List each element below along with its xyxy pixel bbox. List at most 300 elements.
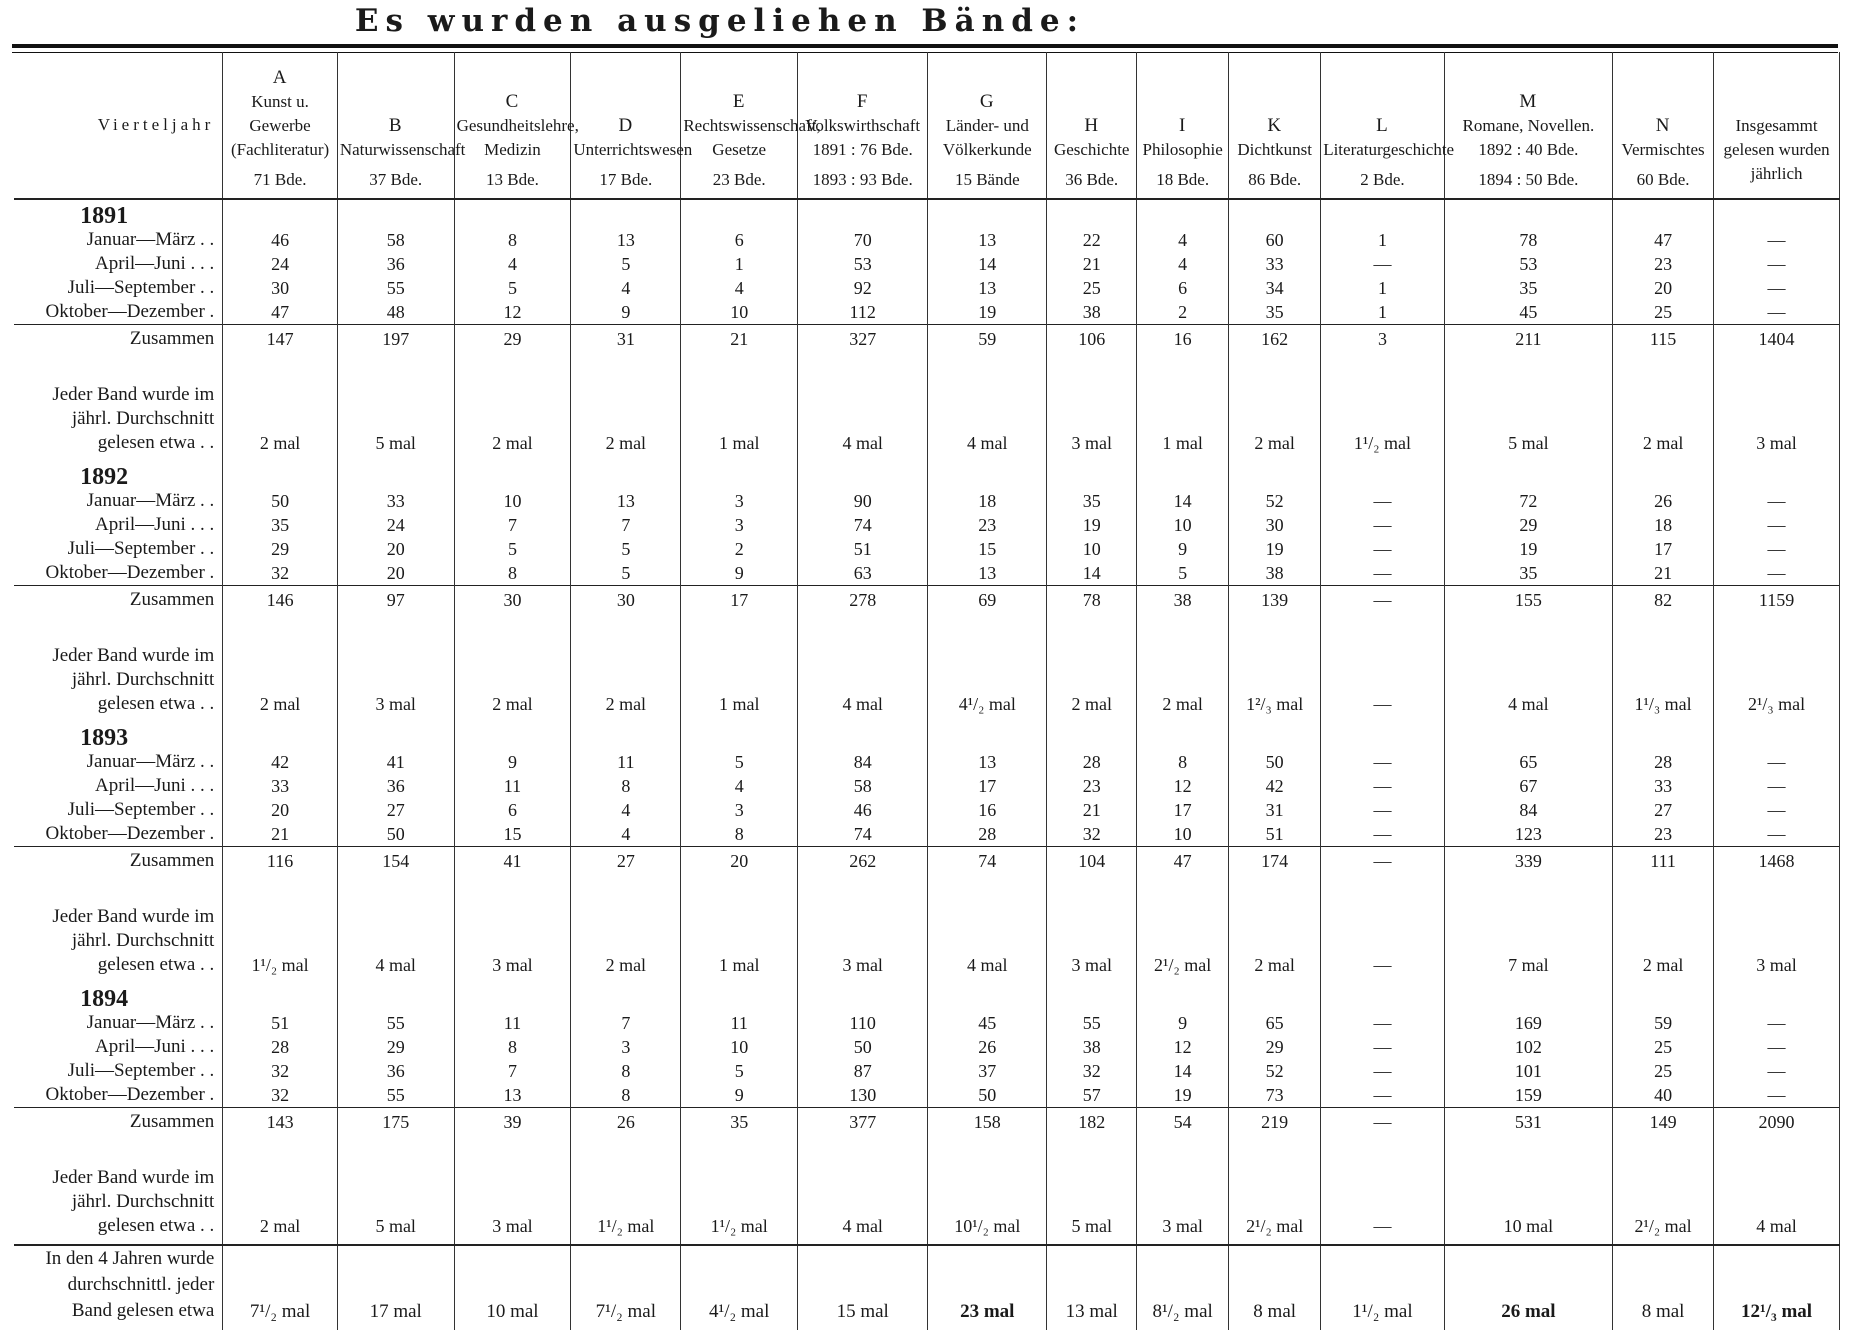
total-value: 143 — [223, 1108, 338, 1139]
column-header — [1714, 52, 1840, 199]
quarter-value: — — [1321, 513, 1444, 537]
quarter-value: 1 — [1321, 300, 1444, 325]
empty-cell — [1321, 199, 1444, 228]
quarter-value: 51 — [798, 537, 928, 561]
total-label: Zusammen — [14, 847, 223, 878]
average-value: 4¹/₂ mal — [928, 616, 1047, 722]
quarter-value: 32 — [223, 1083, 338, 1108]
column-header — [1613, 52, 1714, 199]
average-label — [14, 616, 223, 722]
total-value: 38 — [1137, 586, 1229, 617]
quarter-value: — — [1714, 513, 1840, 537]
quarter-value: 50 — [798, 1035, 928, 1059]
quarter-value: 46 — [223, 228, 338, 252]
quarter-value: 9 — [681, 561, 798, 586]
quarter-value: 20 — [337, 537, 454, 561]
average-label-line: jährl. Durchschnitt — [71, 669, 215, 690]
column-volumes: 18 Bde. — [1156, 170, 1210, 189]
column-letter: C — [505, 91, 520, 112]
quarter-value: 5 — [571, 537, 681, 561]
total-value: — — [1321, 586, 1444, 617]
total-value: 29 — [454, 325, 571, 356]
quarter-row — [14, 276, 1840, 300]
empty-cell — [571, 461, 681, 489]
column-header — [798, 52, 928, 199]
quarter-value: 57 — [1047, 1083, 1137, 1108]
overall-value: 8 mal — [1229, 1245, 1321, 1330]
overall-row — [14, 1245, 1840, 1330]
column-letter: E — [732, 91, 746, 112]
quarter-value: 28 — [1613, 750, 1714, 774]
total-label: Zusammen — [14, 1108, 223, 1139]
quarter-value: 90 — [798, 489, 928, 513]
empty-cell — [571, 722, 681, 750]
average-value: 2 mal — [1047, 616, 1137, 722]
quarter-value: 1 — [1321, 276, 1444, 300]
quarter-row — [14, 228, 1840, 252]
total-value: 69 — [928, 586, 1047, 617]
column-header — [223, 52, 338, 199]
average-label-line: jährl. Durchschnitt — [71, 930, 215, 951]
quarter-value: 3 — [681, 489, 798, 513]
quarter-value: — — [1714, 1083, 1840, 1108]
total-value: 41 — [454, 847, 571, 878]
quarter-value: 17 — [928, 774, 1047, 798]
total-value: 278 — [798, 586, 928, 617]
quarter-label: Januar—März . . — [14, 750, 223, 774]
quarter-value: 20 — [337, 561, 454, 586]
average-value: 2 mal — [571, 877, 681, 983]
average-value: 5 mal — [337, 1138, 454, 1245]
column-header — [1047, 52, 1137, 199]
average-value: 2 mal — [223, 616, 338, 722]
average-value: 4 mal — [1444, 616, 1612, 722]
quarter-value: 60 — [1229, 228, 1321, 252]
quarter-value: 7 — [454, 1059, 571, 1083]
quarter-value: 52 — [1229, 1059, 1321, 1083]
quarter-value: — — [1714, 1011, 1840, 1035]
quarter-value: 5 — [454, 537, 571, 561]
empty-cell — [337, 983, 454, 1011]
empty-cell — [223, 461, 338, 489]
column-letter: N — [1655, 115, 1671, 136]
quarter-value: 53 — [798, 252, 928, 276]
total-value: 116 — [223, 847, 338, 878]
average-value: 2 mal — [223, 1138, 338, 1245]
quarter-value: 50 — [337, 822, 454, 847]
quarter-value: 35 — [1444, 561, 1612, 586]
quarter-value: — — [1714, 822, 1840, 847]
quarter-value: 20 — [1613, 276, 1714, 300]
average-label-line: Jeder Band wurde im — [52, 1167, 215, 1188]
column-subject: Insgesammt gelesen wurden jährlich — [1723, 116, 1830, 183]
total-value: 1468 — [1714, 847, 1840, 878]
quarter-value: 13 — [454, 1083, 571, 1108]
quarter-row — [14, 798, 1840, 822]
quarter-row — [14, 1083, 1840, 1108]
empty-cell — [1137, 199, 1229, 228]
quarter-value: 55 — [337, 276, 454, 300]
average-label-line: gelesen etwa . . — [97, 1215, 215, 1236]
quarter-value: 3 — [681, 513, 798, 537]
average-value: 3 mal — [1047, 355, 1137, 461]
quarter-value: 20 — [223, 798, 338, 822]
empty-cell — [928, 199, 1047, 228]
quarter-value: 23 — [1047, 774, 1137, 798]
year-row — [14, 983, 1840, 1011]
column-letter: F — [856, 91, 869, 112]
column-header — [1321, 52, 1455, 199]
quarter-row — [14, 300, 1840, 325]
total-value: 39 — [454, 1108, 571, 1139]
quarter-value: 47 — [1613, 228, 1714, 252]
quarter-value: 3 — [571, 1035, 681, 1059]
average-value: 1¹/₂ mal — [571, 1138, 681, 1245]
column-subject: Naturwissenschaft — [339, 140, 466, 159]
quarter-value: 2 — [681, 537, 798, 561]
average-value: 5 mal — [1444, 355, 1612, 461]
total-value: 174 — [1229, 847, 1321, 878]
quarter-value: 35 — [223, 513, 338, 537]
average-value: 2¹/₂ mal — [1229, 1138, 1321, 1245]
quarter-label: Oktober—Dezember . — [14, 300, 223, 325]
column-header — [1137, 52, 1229, 199]
average-value: 10 mal — [1444, 1138, 1612, 1245]
overall-value: 12¹/₃ mal — [1714, 1245, 1840, 1330]
quarter-value: — — [1714, 798, 1840, 822]
total-value: 21 — [681, 325, 798, 356]
quarter-value: 10 — [1137, 513, 1229, 537]
quarter-value: 67 — [1444, 774, 1612, 798]
quarter-row — [14, 774, 1840, 798]
average-value: 10¹/₂ mal — [928, 1138, 1047, 1245]
column-volumes: 71 Bde. — [253, 170, 307, 189]
quarter-value: 8 — [681, 822, 798, 847]
column-letter: M — [1519, 91, 1538, 112]
quarter-value: 21 — [1047, 252, 1137, 276]
title-rule-thick — [12, 44, 1838, 48]
quarter-value: 5 — [1137, 561, 1229, 586]
quarter-label: Oktober—Dezember . — [14, 822, 223, 847]
average-label-line: Jeder Band wurde im — [52, 906, 215, 927]
quarter-value: — — [1321, 537, 1444, 561]
year-label: 1893 — [14, 722, 223, 750]
column-volumes: 1894 : 50 Bde. — [1478, 170, 1579, 189]
quarter-value: 5 — [681, 1059, 798, 1083]
quarter-value: 42 — [223, 750, 338, 774]
quarter-value: 87 — [798, 1059, 928, 1083]
quarter-value: 50 — [1229, 750, 1321, 774]
total-value: 17 — [681, 586, 798, 617]
total-value: 115 — [1613, 325, 1714, 356]
column-subject: Philosophie — [1142, 140, 1223, 159]
total-value: 30 — [571, 586, 681, 617]
empty-cell — [1613, 722, 1714, 750]
quarter-value: 51 — [223, 1011, 338, 1035]
empty-cell — [454, 461, 571, 489]
quarter-row — [14, 1035, 1840, 1059]
column-subject: Volkswirthschaft 1891 : 76 Bde. — [805, 116, 921, 159]
empty-cell — [1714, 983, 1840, 1011]
total-value: 2090 — [1714, 1108, 1840, 1139]
quarter-value: 14 — [1047, 561, 1137, 586]
quarter-value: 3 — [681, 798, 798, 822]
quarter-value: 4 — [571, 822, 681, 847]
quarter-value: 72 — [1444, 489, 1612, 513]
quarter-value: — — [1714, 228, 1840, 252]
quarter-value: 30 — [1229, 513, 1321, 537]
quarter-value: 16 — [928, 798, 1047, 822]
quarter-value: 24 — [337, 513, 454, 537]
quarter-value: 30 — [223, 276, 338, 300]
quarter-value: 8 — [454, 1035, 571, 1059]
average-value: 4 mal — [337, 877, 454, 983]
empty-cell — [337, 199, 454, 228]
quarter-value: 11 — [454, 774, 571, 798]
total-value: 106 — [1047, 325, 1137, 356]
empty-cell — [1321, 722, 1444, 750]
quarter-value: 6 — [1137, 276, 1229, 300]
quarter-value: 9 — [571, 300, 681, 325]
quarter-value: 28 — [928, 822, 1047, 847]
quarter-value: — — [1714, 537, 1840, 561]
year-label: 1894 — [14, 983, 223, 1011]
quarter-value: 15 — [454, 822, 571, 847]
quarter-value: 130 — [798, 1083, 928, 1108]
quarter-value: 9 — [1137, 1011, 1229, 1035]
empty-cell — [1229, 461, 1321, 489]
quarter-row — [14, 513, 1840, 537]
empty-cell — [571, 199, 681, 228]
total-value: 149 — [1613, 1108, 1714, 1139]
overall-value: 8 mal — [1613, 1245, 1714, 1330]
quarter-value: 7 — [571, 513, 681, 537]
quarter-value: 38 — [1047, 300, 1137, 325]
quarter-value: 25 — [1613, 1035, 1714, 1059]
quarter-value: — — [1321, 774, 1444, 798]
quarter-value: 33 — [1229, 252, 1321, 276]
quarter-value: 19 — [1137, 1083, 1229, 1108]
empty-cell — [1137, 722, 1229, 750]
column-header — [1444, 52, 1612, 199]
total-value: 262 — [798, 847, 928, 878]
quarter-value: 36 — [337, 774, 454, 798]
quarter-value: 5 — [454, 276, 571, 300]
quarter-value: 7 — [454, 513, 571, 537]
overall-label-line: durchschnittl. jeder — [67, 1274, 215, 1295]
quarter-value: 13 — [571, 228, 681, 252]
total-value: 1159 — [1714, 586, 1840, 617]
quarter-value: 8 — [454, 228, 571, 252]
quarter-value: 55 — [1047, 1011, 1137, 1035]
quarter-value: 51 — [1229, 822, 1321, 847]
quarter-value: 33 — [223, 774, 338, 798]
quarter-value: 38 — [1229, 561, 1321, 586]
average-value: 4 mal — [928, 877, 1047, 983]
quarter-value: — — [1321, 1059, 1444, 1083]
quarter-value: 25 — [1613, 1059, 1714, 1083]
quarter-value: — — [1714, 300, 1840, 325]
year-label: 1892 — [14, 461, 223, 489]
total-value: 158 — [928, 1108, 1047, 1139]
average-value: 3 mal — [798, 877, 928, 983]
year-row — [14, 722, 1840, 750]
quarter-value: 29 — [1229, 1035, 1321, 1059]
quarter-value: — — [1714, 252, 1840, 276]
quarter-value: 5 — [681, 750, 798, 774]
quarter-value: 21 — [1047, 798, 1137, 822]
empty-cell — [1444, 199, 1612, 228]
quarter-value: 8 — [571, 774, 681, 798]
total-value: 82 — [1613, 586, 1714, 617]
quarter-value: — — [1321, 798, 1444, 822]
quarter-label: Juli—September . . — [14, 276, 223, 300]
quarter-value: 12 — [1137, 774, 1229, 798]
quarter-value: 36 — [337, 1059, 454, 1083]
quarter-value: 55 — [337, 1083, 454, 1108]
total-row — [14, 586, 1840, 617]
average-label — [14, 355, 223, 461]
quarter-value: — — [1714, 750, 1840, 774]
quarter-value: 34 — [1229, 276, 1321, 300]
average-value: 3 mal — [337, 616, 454, 722]
total-row — [14, 1108, 1840, 1139]
average-value: 2 mal — [454, 616, 571, 722]
average-label — [14, 877, 223, 983]
quarter-value: 13 — [928, 750, 1047, 774]
quarter-value: 11 — [454, 1011, 571, 1035]
column-volumes: 2 Bde. — [1360, 170, 1405, 189]
quarter-value: — — [1321, 252, 1444, 276]
column-subject: Literaturgeschichte — [1323, 140, 1455, 159]
quarter-value: 59 — [1613, 1011, 1714, 1035]
quarter-row — [14, 252, 1840, 276]
quarter-value: 5 — [571, 252, 681, 276]
column-letter: H — [1084, 115, 1100, 136]
column-subject: Romane, Novellen. 1892 : 40 Bde. — [1462, 116, 1595, 159]
average-value: 2 mal — [454, 355, 571, 461]
quarter-value: 27 — [1613, 798, 1714, 822]
total-value: 74 — [928, 847, 1047, 878]
quarter-value: 10 — [454, 489, 571, 513]
quarter-value: 21 — [223, 822, 338, 847]
empty-cell — [454, 983, 571, 1011]
column-volumes: 36 Bde. — [1065, 170, 1119, 189]
quarter-value: 7 — [571, 1011, 681, 1035]
empty-cell — [1444, 461, 1612, 489]
empty-cell — [1444, 722, 1612, 750]
average-value: 3 mal — [1137, 1138, 1229, 1245]
empty-cell — [928, 461, 1047, 489]
column-header — [681, 52, 821, 199]
empty-cell — [1047, 983, 1137, 1011]
quarter-value: 25 — [1047, 276, 1137, 300]
quarter-value: 12 — [454, 300, 571, 325]
column-volumes — [1716, 192, 1837, 198]
quarter-value: 4 — [454, 252, 571, 276]
quarter-value: 41 — [337, 750, 454, 774]
average-value: 5 mal — [337, 355, 454, 461]
average-value: 2 mal — [571, 616, 681, 722]
quarter-value: 23 — [1613, 822, 1714, 847]
quarter-value: — — [1714, 774, 1840, 798]
empty-cell — [798, 722, 928, 750]
quarter-value: 46 — [798, 798, 928, 822]
column-header — [1229, 52, 1321, 199]
average-value: 3 mal — [1714, 877, 1840, 983]
column-subject: Länder- und Völkerkunde — [942, 116, 1032, 159]
quarter-value: 32 — [1047, 822, 1137, 847]
empty-cell — [681, 983, 798, 1011]
total-value: 111 — [1613, 847, 1714, 878]
quarter-value: — — [1714, 489, 1840, 513]
quarter-label: Januar—März . . — [14, 489, 223, 513]
empty-cell — [1137, 983, 1229, 1011]
overall-value: 10 mal — [454, 1245, 571, 1330]
column-header — [337, 52, 466, 199]
total-value: 47 — [1137, 847, 1229, 878]
quarter-value: 101 — [1444, 1059, 1612, 1083]
average-value: 4 mal — [798, 1138, 928, 1245]
empty-cell — [681, 722, 798, 750]
total-value: 197 — [337, 325, 454, 356]
total-value: 155 — [1444, 586, 1612, 617]
average-row — [14, 616, 1840, 722]
column-subject: Unterrichtswesen — [573, 140, 693, 159]
quarter-label: Oktober—Dezember . — [14, 561, 223, 586]
total-label: Zusammen — [14, 586, 223, 617]
empty-cell — [1714, 461, 1840, 489]
total-value: — — [1321, 1108, 1444, 1139]
total-value: 16 — [1137, 325, 1229, 356]
quarter-label: Juli—September . . — [14, 537, 223, 561]
empty-cell — [1321, 983, 1444, 1011]
average-value: — — [1321, 877, 1444, 983]
quarter-value: 10 — [1047, 537, 1137, 561]
average-value: 4 mal — [798, 355, 928, 461]
average-label-line: Jeder Band wurde im — [52, 384, 215, 405]
average-value: 1¹/₃ mal — [1613, 616, 1714, 722]
total-value: 54 — [1137, 1108, 1229, 1139]
empty-cell — [1137, 461, 1229, 489]
quarter-value: 1 — [1321, 228, 1444, 252]
quarter-value: 8 — [571, 1083, 681, 1108]
total-value: — — [1321, 847, 1444, 878]
column-header — [571, 52, 693, 199]
total-value: 219 — [1229, 1108, 1321, 1139]
quarter-label: Oktober—Dezember . — [14, 1083, 223, 1108]
quarter-value: 17 — [1137, 798, 1229, 822]
total-value: 31 — [571, 325, 681, 356]
overall-value: 1¹/₂ mal — [1321, 1245, 1444, 1330]
column-volumes: 37 Bde. — [369, 170, 423, 189]
empty-cell — [1321, 461, 1444, 489]
quarter-value: — — [1714, 276, 1840, 300]
column-letter: I — [1178, 115, 1187, 136]
average-value: 2¹/₂ mal — [1613, 1138, 1714, 1245]
average-value: 3 mal — [454, 1138, 571, 1245]
quarter-value: 36 — [337, 252, 454, 276]
quarter-value: 53 — [1444, 252, 1612, 276]
quarter-value: 32 — [223, 561, 338, 586]
quarter-value: 112 — [798, 300, 928, 325]
quarter-value: — — [1321, 561, 1444, 586]
quarter-row — [14, 822, 1840, 847]
quarter-value: 84 — [1444, 798, 1612, 822]
average-label-line: gelesen etwa . . — [97, 432, 215, 453]
overall-value: 8¹/₂ mal — [1137, 1245, 1229, 1330]
empty-cell — [1229, 722, 1321, 750]
